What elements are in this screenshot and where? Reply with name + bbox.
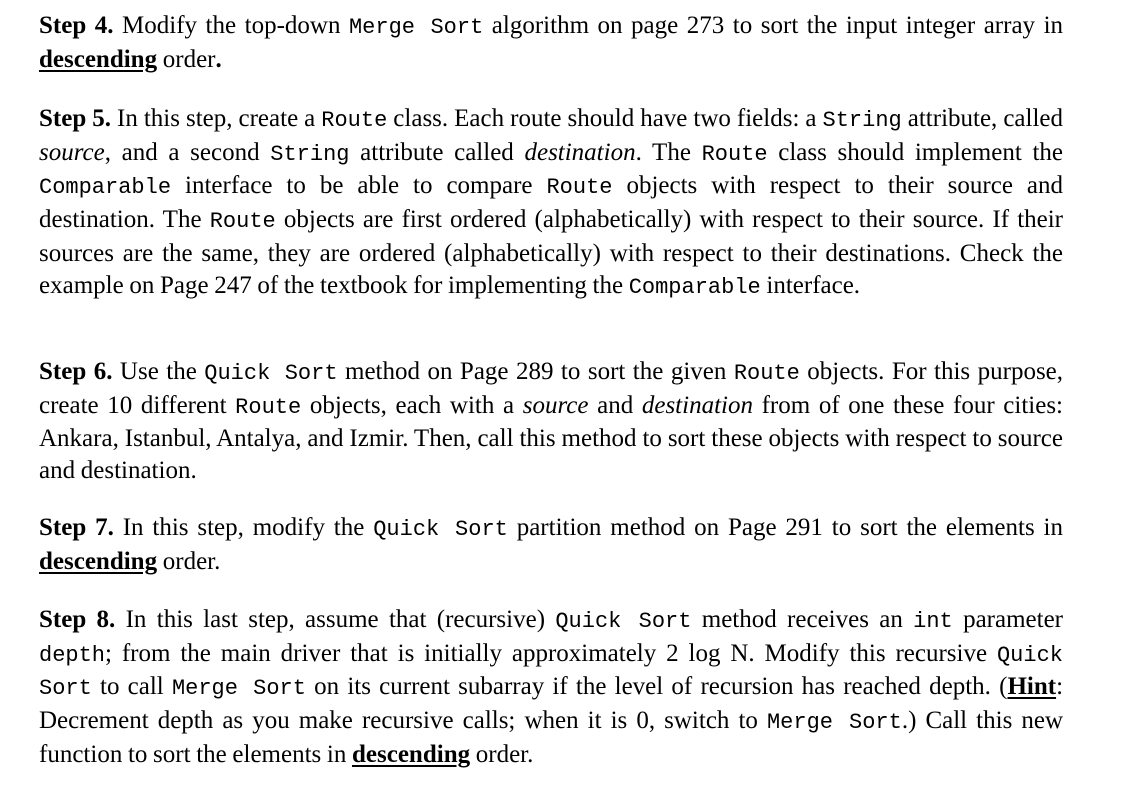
code-term: Quick Sort: [373, 517, 508, 542]
body-text: ; from the main driver that is initially approximately 2 log N. Modify this recursive: [105, 639, 997, 667]
body-text: objects are first ordered (alphabetically) with respect to their source. If their sources are the same, they are ordered (alphabetically) with respect to their destinations. Check the example on Page 247 of the textbook for implementing the: [39, 206, 1064, 299]
code-term: Route: [209, 209, 276, 235]
body-text: In this last step, assume that (recursive): [115, 606, 556, 633]
code-term: Merge Sort: [348, 15, 484, 40]
emphasis-text: descending: [39, 547, 158, 575]
body-text: partition method on Page 291 to sort the elements in: [507, 514, 1064, 541]
code-term: Quick Sort: [204, 361, 338, 386]
body-text: . The: [635, 138, 702, 166]
step-5-paragraph: [39, 103, 1063, 303]
body-text: interface.: [760, 271, 861, 299]
step-label: Step 4.: [39, 12, 114, 39]
body-text: interface to be able to compare: [171, 172, 547, 200]
code-term: Route: [546, 175, 613, 201]
body-text: method receives an: [691, 606, 914, 633]
code-term: Merge Sort: [171, 676, 306, 702]
code-term: Comparable: [39, 175, 172, 201]
body-text: order: [157, 45, 216, 73]
body-text: parameter: [952, 606, 1064, 633]
code-term: Quick Sort: [39, 642, 1063, 702]
code-term: Comparable: [628, 274, 761, 300]
body-text: objects, each with a: [301, 391, 523, 419]
code-term: Quick Sort: [555, 609, 692, 634]
code-term: Route: [701, 141, 768, 167]
step-6-paragraph: [39, 356, 1063, 487]
emphasis-text: descending: [39, 45, 158, 73]
body-text: order.: [157, 547, 221, 575]
italic-term: destination: [641, 391, 753, 419]
italic-term: destination: [524, 138, 636, 166]
body-text: algorithm on page 273 to sort the input integer array in: [483, 12, 1064, 39]
body-text: .) Call this new function to sort the elements in: [39, 707, 1064, 768]
body-text: attribute called: [349, 138, 525, 166]
body-text: from of one these four cities: Ankara, Istanbul, Antalya, and Izmir. Then, call this method to sort these objects with respect to source and destination.: [39, 391, 1064, 485]
code-term: String: [822, 108, 902, 133]
body-text: class. Each route should have two fields: a: [387, 105, 823, 132]
body-text: , and a second: [104, 138, 271, 166]
body-text: method on Page 289 to sort the given: [337, 358, 734, 385]
body-text: attribute, called: [901, 105, 1064, 132]
body-text: : Decrement depth as you make recursive calls; when it is 0, switch to: [39, 673, 1064, 735]
step-label: Step 5.: [39, 105, 111, 132]
code-term: String: [270, 141, 350, 167]
step-label: Step 7.: [39, 514, 114, 541]
code-term: Route: [235, 394, 302, 420]
step-4-paragraph: [39, 10, 1063, 75]
italic-term: source: [522, 391, 589, 419]
body-text: objects with respect to their source and destination. The: [39, 172, 1063, 234]
step-label: Step 8.: [39, 606, 116, 633]
body-text: objects. For this purpose, create 10 different: [39, 358, 1064, 419]
body-text: and: [588, 391, 642, 419]
body-text: In this step, modify the: [113, 514, 374, 541]
italic-term: source: [39, 138, 105, 166]
step-label: Step 6.: [39, 358, 113, 385]
code-term: int: [913, 609, 953, 634]
body-text: Modify the top-down: [113, 12, 349, 39]
code-term: Route: [733, 361, 800, 386]
step-label: .: [215, 45, 222, 73]
body-text: Use the: [112, 358, 205, 385]
body-text: to call: [91, 673, 172, 701]
code-term: Route: [321, 108, 388, 133]
code-term: Merge Sort: [766, 710, 902, 736]
step-7-paragraph: [39, 512, 1063, 577]
emphasis-text: Hint: [1007, 673, 1057, 701]
body-text: class should implement the: [767, 138, 1063, 166]
body-text: on its current subarray if the level of recursion has reached depth. (: [305, 673, 1008, 701]
emphasis-text: descending: [352, 740, 471, 768]
body-text: order.: [470, 740, 534, 768]
body-text: In this step, create a: [111, 105, 322, 132]
step-8-paragraph: [39, 604, 1063, 771]
code-term: depth: [39, 642, 106, 668]
